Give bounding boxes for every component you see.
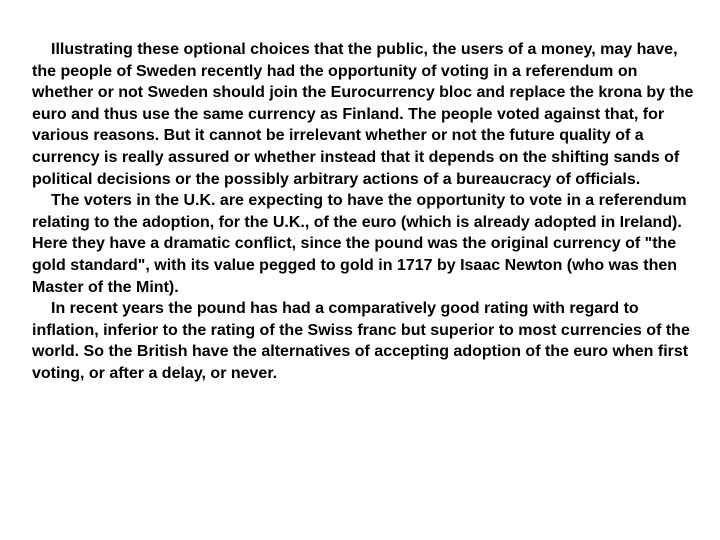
paragraph-pound-inflation: In recent years the pound has had a comparatively good rating with regard to inflation, inferior to the rating of the Swiss franc but superior to most currencies of the world. So the British have the alternatives of accepting adoption of the euro when first voting, or after a delay, or never. bbox=[32, 300, 690, 382]
paragraph-sweden-referendum: Illustrating these optional choices that the public, the users of a money, may have, the people of Sweden recently had the opportunity of voting in a referendum on whether or not Sweden should join the Eurocurrency bloc and replace the krona by the euro and thus use the same currency as Finland. The people voted against that, for various reasons. But it cannot be irrelevant whether or not the future quality of a currency is really assured or whether instead that it depends on the shifting sands of political decisions or the possibly arbitrary actions of a bureaucracy of officials. bbox=[32, 41, 694, 188]
body-text bbox=[32, 39, 702, 385]
paragraph-uk-referendum: The voters in the U.K. are expecting to have the opportunity to vote in a referendum relating to the adoption, for the U.K., of the euro (which is already adopted in Ireland). Here they have a dramatic conflict, since the pound was the original currency of "the gold standard", with its value pegged to gold in 1717 by Isaac Newton (who was then Master of the Mint). bbox=[32, 192, 687, 296]
